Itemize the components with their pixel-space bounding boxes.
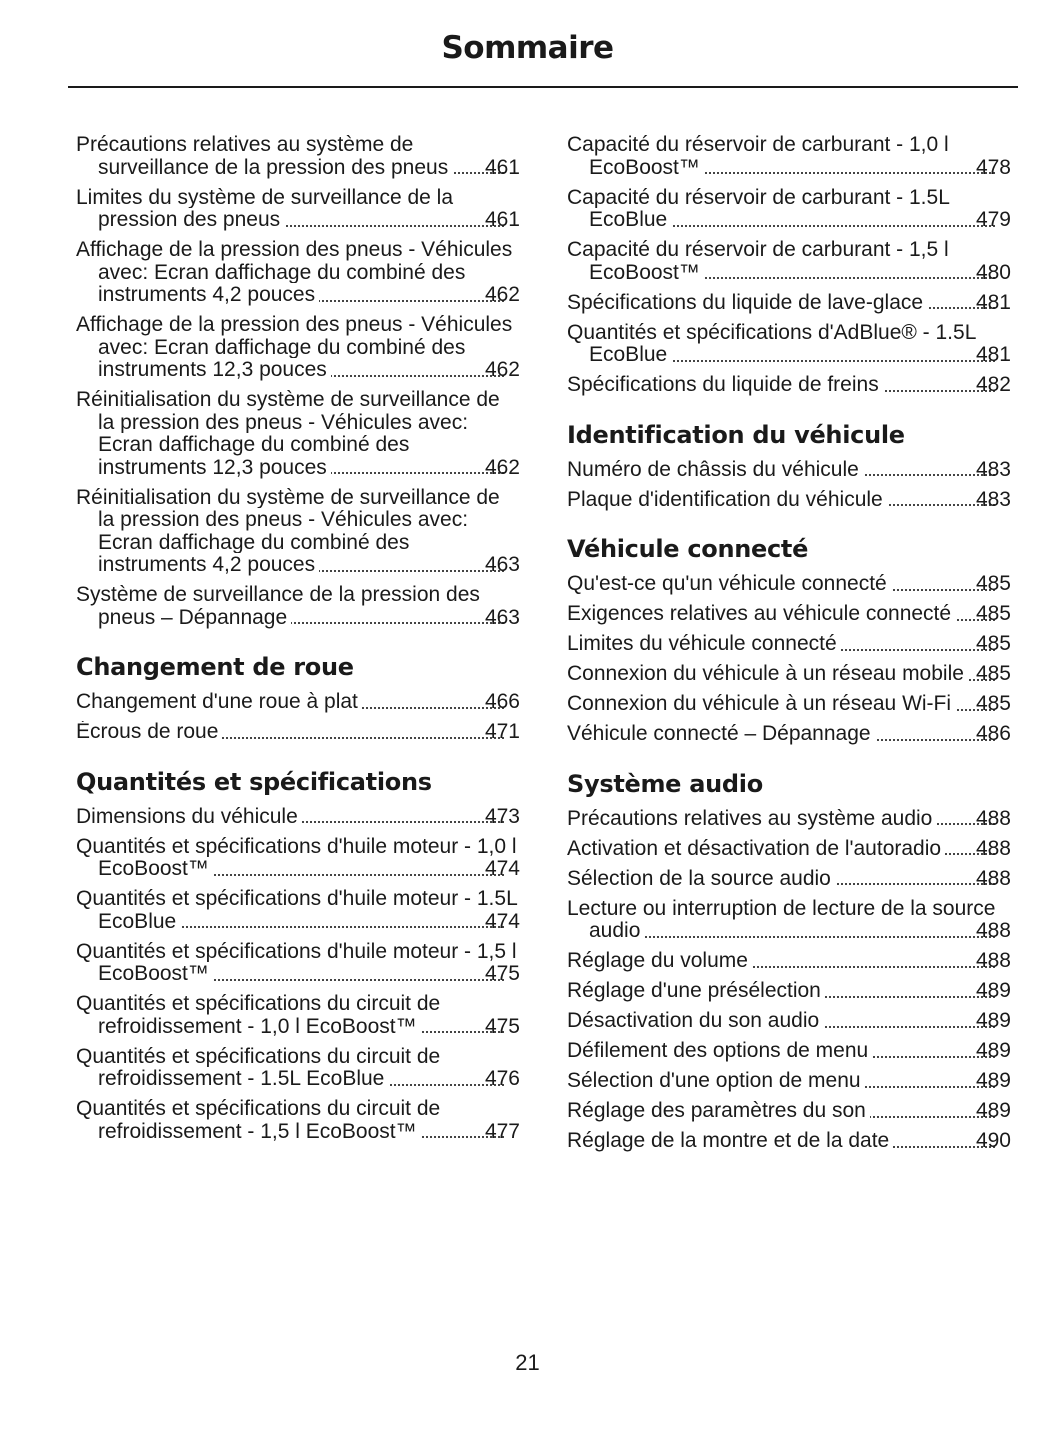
toc-entry-title: Quantités et spécifications d'AdBlue® - 1.5L EcoBlue xyxy=(567,321,977,366)
toc-entry-title: Sélection de la source audio xyxy=(567,868,835,890)
toc-entry-page: 474 xyxy=(484,909,520,933)
toc-entry-page: 489 xyxy=(975,1100,1011,1122)
toc-entry-title: Dimensions du véhicule xyxy=(76,806,302,828)
toc-entry-page: 478 xyxy=(975,155,1011,179)
toc-entry[interactable] xyxy=(76,993,520,1038)
toc-entry[interactable] xyxy=(567,633,1011,656)
toc-entry-page: 488 xyxy=(975,837,1011,860)
toc-entry-page: 474 xyxy=(484,857,520,880)
toc-entry-title: Quantités et spécifications du circuit de refroidissement - 1,0 l EcoBoost™ xyxy=(76,993,441,1038)
toc-entry[interactable] xyxy=(567,239,1011,284)
toc-entry[interactable] xyxy=(76,487,520,577)
toc-entry-page: 488 xyxy=(975,919,1011,942)
toc-entry-title: Réglage des paramètres du son xyxy=(567,1100,870,1122)
toc-entry[interactable] xyxy=(567,868,1011,891)
toc-entry-title: Numéro de châssis du véhicule xyxy=(567,459,863,481)
toc-entry[interactable] xyxy=(567,1040,1011,1063)
section-heading: Véhicule connecté xyxy=(567,535,809,563)
toc-entry-title: Précautions relatives au système audio xyxy=(567,808,936,830)
toc-entry-title: Activation et désactivation de l'autoradio xyxy=(567,838,945,860)
toc-entry-title: Plaque d'identification du véhicule xyxy=(567,489,887,511)
toc-entry-page: 485 xyxy=(975,663,1011,685)
toc-entry-page: 489 xyxy=(975,1010,1011,1032)
toc-entry-page: 483 xyxy=(975,458,1011,481)
toc-entry[interactable] xyxy=(76,806,520,829)
toc-entry-title: Connexion du véhicule à un réseau Wi-Fi xyxy=(567,693,955,715)
toc-entry-page: 463 xyxy=(484,605,520,629)
toc-entry[interactable] xyxy=(567,1010,1011,1033)
section-heading: Système audio xyxy=(567,769,763,798)
toc-entry[interactable] xyxy=(76,584,520,629)
toc-entry[interactable] xyxy=(567,292,1011,315)
toc-entry-title: Exigences relatives au véhicule connecté xyxy=(567,603,955,625)
dot-leader xyxy=(589,936,1011,938)
toc-entry-title: Réinitialisation du système de surveillance de la pression des pneus - Véhicules avec: Ecran daffichage du combiné des instruments 12,3 pouces xyxy=(76,389,500,479)
toc-entry-page: 462 xyxy=(484,455,520,479)
toc-entry-page: 489 xyxy=(975,1040,1011,1062)
toc-entry-title: Réglage de la montre et de la date xyxy=(567,1130,893,1152)
toc-entry-page: 481 xyxy=(975,343,1011,366)
toc-entry-title: Changement d'une roue à plat xyxy=(76,691,362,713)
toc-entry[interactable] xyxy=(567,1100,1011,1123)
toc-entry[interactable] xyxy=(76,836,520,881)
toc-entry-title: Spécifications du liquide de freins xyxy=(567,374,883,396)
page-title: Sommaire xyxy=(441,30,614,66)
toc-entry-page: 462 xyxy=(484,283,520,306)
toc-entry[interactable] xyxy=(567,489,1011,512)
toc-entry-page: 481 xyxy=(975,291,1011,314)
toc-entry[interactable] xyxy=(76,941,520,986)
toc-entry[interactable] xyxy=(76,187,520,232)
toc-entry-page: 485 xyxy=(975,603,1011,625)
toc-entry[interactable] xyxy=(76,1046,520,1091)
toc-entry[interactable] xyxy=(567,187,1011,232)
toc-entry[interactable] xyxy=(567,603,1011,626)
toc-entry[interactable] xyxy=(567,980,1011,1003)
toc-entry-title: Précautions relatives au système de surveillance de la pression des pneus xyxy=(76,134,452,179)
toc-entry-page: 461 xyxy=(484,208,520,231)
toc-entry-title: Quantités et spécifications du circuit de refroidissement - 1.5L EcoBlue xyxy=(76,1045,441,1090)
toc-entry-page: 485 xyxy=(975,573,1011,595)
toc-entry-title: Quantités et spécifications d'huile moteur - 1,5 l EcoBoost™ xyxy=(76,940,517,985)
toc-entry-page: 479 xyxy=(975,208,1011,231)
toc-entry-title: Système de surveillance de la pression des pneus – Dépannage xyxy=(76,584,480,629)
toc-entry[interactable] xyxy=(76,1098,520,1143)
toc-entry-page: 490 xyxy=(975,1130,1011,1152)
toc-entry[interactable] xyxy=(567,1070,1011,1093)
toc-entry-title: Affichage de la pression des pneus - Véhicules avec: Ecran daffichage du combiné des instruments 4,2 pouces xyxy=(76,239,513,306)
toc-entry-page: 488 xyxy=(975,867,1011,890)
toc-entry[interactable] xyxy=(567,322,1011,367)
toc-entry-title: Limites du système de surveillance de la pression des pneus xyxy=(76,186,454,231)
toc-entry-page: 475 xyxy=(484,1014,520,1038)
toc-entry-page: 488 xyxy=(975,950,1011,972)
toc-left-column xyxy=(76,134,520,1151)
toc-entry[interactable] xyxy=(567,898,1011,943)
toc-entry[interactable] xyxy=(76,691,520,714)
toc-entry-title: Désactivation du son audio xyxy=(567,1010,823,1032)
toc-entry-title: Capacité du réservoir de carburant - 1,5 l EcoBoost™ xyxy=(567,239,949,284)
toc-entry-title: Sélection d'une option de menu xyxy=(567,1070,865,1092)
toc-entry[interactable] xyxy=(567,950,1011,973)
toc-entry-page: 473 xyxy=(484,805,520,828)
toc-entry[interactable] xyxy=(76,721,520,744)
page-number: 21 xyxy=(515,1350,540,1375)
toc-entry-title: Défilement des options de menu xyxy=(567,1040,872,1062)
toc-entry-title: Quantités et spécifications du circuit de refroidissement - 1,5 l EcoBoost™ xyxy=(76,1098,441,1143)
toc-right-column xyxy=(567,134,1011,1160)
toc-entry-page: 471 xyxy=(484,721,520,743)
toc-entry-title: Capacité du réservoir de carburant - 1.5L EcoBlue xyxy=(567,186,950,231)
toc-entry-page: 489 xyxy=(975,1070,1011,1092)
toc-entry-page: 486 xyxy=(975,723,1011,745)
toc-entry[interactable] xyxy=(567,838,1011,861)
toc-entry[interactable] xyxy=(567,693,1011,716)
toc-entry-page: 489 xyxy=(975,980,1011,1002)
toc-entry[interactable] xyxy=(567,134,1011,179)
toc-entry-title: Quantités et spécifications d'huile moteur - 1,0 l EcoBoost™ xyxy=(76,835,517,880)
toc-entry-page: 485 xyxy=(975,693,1011,715)
toc-entry-page: 488 xyxy=(975,807,1011,830)
toc-entry[interactable] xyxy=(567,723,1011,746)
toc-entry-title: Qu'est-ce qu'un véhicule connecté xyxy=(567,573,891,595)
toc-entry-page: 462 xyxy=(484,358,520,381)
toc-entry-title: Affichage de la pression des pneus - Véhicules avec: Ecran daffichage du combiné des instruments 12,3 pouces xyxy=(76,314,513,381)
toc-entry[interactable] xyxy=(567,663,1011,686)
toc-entry-page: 477 xyxy=(484,1119,520,1143)
toc-entry-title: Réinitialisation du système de surveillance de la pression des pneus - Véhicules avec: Ecran daffichage du combiné des instruments 4,2 pouces xyxy=(76,486,500,576)
title-divider xyxy=(68,86,1018,88)
toc-entry-title: Limites du véhicule connecté xyxy=(567,633,841,655)
toc-entry-title: Quantités et spécifications d'huile moteur - 1.5L EcoBlue xyxy=(76,888,518,933)
toc-entry-page: 483 xyxy=(975,488,1011,511)
toc-entry-title: Écrous de roue xyxy=(76,721,222,743)
toc-entry-page: 476 xyxy=(484,1067,520,1090)
toc-entry-title: Connexion du véhicule à un réseau mobile xyxy=(567,663,968,685)
section-heading: Quantités et spécifications xyxy=(76,767,432,796)
toc-entry[interactable] xyxy=(567,573,1011,596)
toc-entry-page: 461 xyxy=(484,155,520,179)
toc-entry-page: 463 xyxy=(484,553,520,576)
toc-entry-page: 466 xyxy=(484,691,520,713)
toc-entry-page: 480 xyxy=(975,260,1011,284)
toc-entry-title: Réglage du volume xyxy=(567,950,752,972)
toc-entry-title: Réglage d'une présélection xyxy=(567,980,825,1002)
toc-entry[interactable] xyxy=(76,239,520,307)
toc-entry-page: 485 xyxy=(975,633,1011,655)
section-heading: Changement de roue xyxy=(76,653,354,681)
toc-entry-page: 475 xyxy=(484,962,520,985)
toc-entry[interactable] xyxy=(567,374,1011,397)
toc-entry[interactable] xyxy=(76,134,520,179)
toc-entry-page: 482 xyxy=(975,374,1011,396)
toc-entry[interactable] xyxy=(567,808,1011,831)
toc-entry-title: Capacité du réservoir de carburant - 1,0 l EcoBoost™ xyxy=(567,134,949,179)
section-heading: Identification du véhicule xyxy=(567,420,905,449)
toc-entry-title: Spécifications du liquide de lave-glace xyxy=(567,292,927,314)
toc-entry-title: Lecture ou interruption de lecture de la source audio xyxy=(567,897,996,942)
toc-entry-title: Véhicule connecté – Dépannage xyxy=(567,723,875,745)
toc-entry[interactable] xyxy=(76,314,520,382)
toc-entry[interactable] xyxy=(76,888,520,933)
toc-entry[interactable] xyxy=(567,459,1011,482)
toc-entry[interactable] xyxy=(76,389,520,479)
toc-entry[interactable] xyxy=(567,1130,1011,1153)
